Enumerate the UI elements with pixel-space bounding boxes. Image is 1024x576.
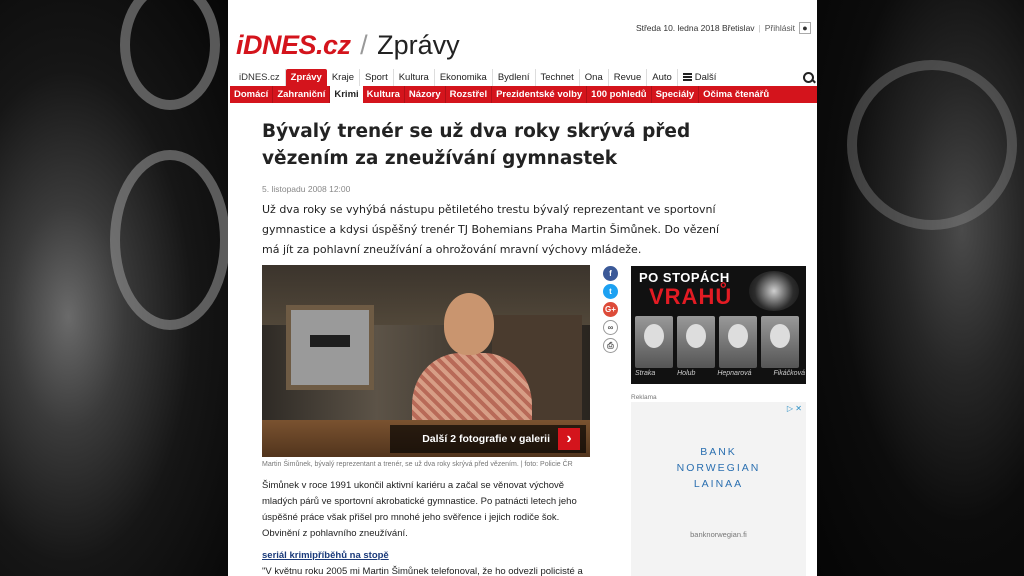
nav-item-ekonomika[interactable]: Ekonomika: [435, 69, 493, 86]
secondary-nav: [230, 86, 817, 103]
article-page: [228, 0, 817, 576]
article-title: Bývalý trenér se už dva roky skrývá před vězením za zneužívání gymnastek: [262, 121, 691, 169]
promo-glass-crack: [749, 271, 799, 311]
gallery-button-label: Další 2 fotografie v galerii: [422, 433, 550, 445]
handcuff-shape: [847, 60, 1017, 230]
menu-icon: [683, 73, 692, 81]
article-photo[interactable]: [262, 265, 590, 457]
promo-portraits: [635, 316, 799, 368]
promo-title-line1: PO STOPÁCH: [639, 270, 730, 285]
ad-line: NORWEGIAN: [676, 462, 761, 474]
ad-bank-text: [631, 444, 806, 492]
subnav-item-100-pohledu[interactable]: 100 pohledů: [587, 86, 651, 103]
link-icon[interactable]: ∞: [603, 320, 618, 335]
login-link[interactable]: Přihlásit: [764, 23, 795, 33]
article-quote: "V květnu roku 2005 mi Martin Šimůnek telefonoval, že ho odvezli policisté a: [262, 566, 583, 576]
background-right-photo: [817, 0, 1024, 576]
chevron-right-icon: ›: [558, 428, 580, 450]
nav-item-kraje[interactable]: Kraje: [327, 69, 360, 86]
google-plus-icon[interactable]: G+: [603, 302, 618, 317]
gallery-button[interactable]: [390, 425, 586, 453]
serial-link[interactable]: seriál krimipříběhů na stopě: [262, 550, 389, 561]
facebook-icon[interactable]: f: [603, 266, 618, 281]
twitter-icon[interactable]: t: [603, 284, 618, 299]
section-name: Zprávy: [377, 30, 460, 60]
promo-po-stopach-vrahu[interactable]: [631, 266, 806, 384]
promo-title-line2: VRAHŮ: [649, 284, 733, 309]
nav-item-bydleni[interactable]: Bydlení: [493, 69, 536, 86]
photo-dvd-player: [310, 335, 350, 347]
subnav-item-rozstrel[interactable]: Rozstřel: [446, 86, 492, 103]
nav-item-more[interactable]: [678, 69, 722, 86]
promo-name: Fikáčková: [773, 370, 805, 377]
handcuff-shape: [120, 0, 220, 110]
nav-item-sport[interactable]: Sport: [360, 69, 394, 86]
portrait-image: [635, 316, 673, 368]
search-icon[interactable]: [802, 71, 816, 85]
share-bar: [603, 266, 619, 356]
subnav-item-kultura[interactable]: Kultura: [363, 86, 405, 103]
photo-tv: [286, 305, 374, 390]
print-icon[interactable]: ⎙: [603, 338, 618, 353]
header-divider: |: [758, 23, 761, 33]
site-logo[interactable]: [236, 30, 460, 61]
article-lead: Už dva roky se vyhýbá nástupu pětiletého trestu bývalý reprezentant ve sportovní gymnastice a kdysi úspěšný trenér TJ Bohemians Praha Martin Šimůnek. Do vězení má jít za pohlavní zneužívání a ohrožování mravní výchovy mládeže.: [262, 203, 720, 256]
promo-name: Hepnarová: [717, 370, 752, 377]
nav-item-ona[interactable]: Ona: [580, 69, 609, 86]
photo-caption: Martin Šimůnek, bývalý reprezentant a trenér, se už dva roky skrývá před vězením. | foto: Policie ČR: [262, 461, 573, 468]
nav-item-zpravy[interactable]: Zprávy: [286, 69, 327, 86]
nav-item-auto[interactable]: Auto: [647, 69, 678, 86]
date-login-box: [636, 22, 811, 34]
ad-url: banknorwegian.fi: [690, 530, 747, 539]
subnav-item-domaci[interactable]: Domácí: [230, 86, 273, 103]
nav-item-kultura[interactable]: Kultura: [394, 69, 435, 86]
nav-item-technet[interactable]: Technet: [536, 69, 580, 86]
portrait-image: [761, 316, 799, 368]
subnav-item-zahranicni[interactable]: Zahraniční: [273, 86, 330, 103]
ad-line: BANK: [700, 446, 737, 458]
brand-name: iDNES.cz: [236, 30, 351, 60]
promo-name: Straka: [635, 370, 656, 377]
nav-item-idnes[interactable]: iDNES.cz: [234, 69, 286, 86]
site-header: [228, 0, 817, 66]
photo-person-head: [444, 293, 494, 355]
subnav-item-prezidentske-volby[interactable]: Prezidentské volby: [492, 86, 587, 103]
subnav-item-ocima-ctenaru[interactable]: Očima čtenářů: [703, 89, 770, 100]
portrait-image: [677, 316, 715, 368]
ad-label: Reklama: [631, 394, 657, 401]
article-body: Šimůnek v roce 1991 ukončil aktivní kariéru a začal se věnovat výchově mladých párů ve sportovní akrobatické gymnastice. Po patnácti letech jeho úspěšné práce však přišel pro mnohé jeho svěřence i jejich rodiče šok. Obvinění z pohlavního zneužívání.: [262, 480, 577, 539]
portrait-image: [719, 316, 757, 368]
article-date: 5. listopadu 2008 12:00: [262, 184, 351, 194]
primary-nav: [234, 69, 816, 86]
logo-slash: /: [360, 30, 368, 60]
advertisement[interactable]: [631, 402, 806, 576]
promo-name: Holub: [677, 370, 696, 377]
nav-item-revue[interactable]: Revue: [609, 69, 647, 86]
ad-line: LAINAA: [693, 478, 744, 490]
background-left-photo: [0, 0, 228, 576]
nav-more-label: Další: [694, 72, 717, 83]
adchoices-icon[interactable]: ▷ ✕: [786, 404, 802, 413]
subnav-item-krimi[interactable]: Krimi: [330, 86, 362, 103]
handcuff-shape: [110, 150, 230, 330]
user-icon[interactable]: ●: [799, 22, 811, 34]
promo-names: [635, 370, 805, 377]
subnav-item-nazory[interactable]: Názory: [405, 86, 446, 103]
subnav-item-specialy[interactable]: Speciály: [652, 86, 700, 103]
current-date: Středa 10. ledna 2018 Břetislav: [635, 23, 755, 33]
